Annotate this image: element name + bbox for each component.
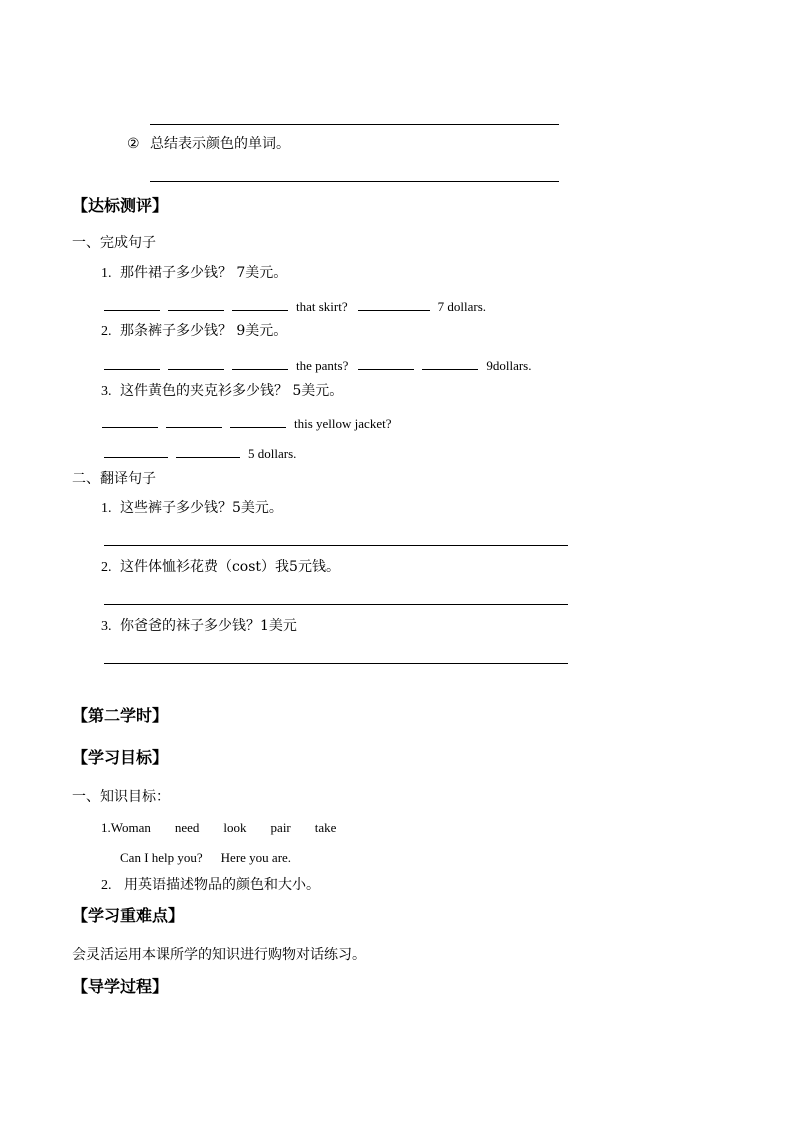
p2-item-2-question: 这件体恤衫花费（cost）我5元钱。 xyxy=(119,559,340,575)
answer-line-p2-3[interactable] xyxy=(104,663,568,664)
answer-line-p2-2[interactable] xyxy=(104,604,568,605)
p1-item-1-answer xyxy=(104,298,486,313)
blank[interactable] xyxy=(422,357,478,370)
p1-item-3 xyxy=(101,384,343,399)
answer-line-p2-1[interactable] xyxy=(104,545,568,546)
blank[interactable] xyxy=(166,415,222,428)
vocab-word: need xyxy=(174,820,200,835)
phrase: Can I help you? xyxy=(120,850,203,865)
p2-item-3 xyxy=(101,619,297,634)
p1-item-1-text-2: 7 dollars. xyxy=(437,299,487,314)
p1-item-3-question: 这件黄色的夹克衫多少钱？ 5美元。 xyxy=(119,383,344,399)
part2-title: 二、翻译句子 xyxy=(72,471,156,487)
blank[interactable] xyxy=(358,298,430,311)
vocab-word: Woman xyxy=(110,820,151,835)
p1-item-1 xyxy=(101,266,287,281)
blank[interactable] xyxy=(230,415,286,428)
step-2 xyxy=(127,137,290,151)
p2-item-3-number: 3. xyxy=(101,619,112,634)
vocab-word: look xyxy=(223,820,247,835)
blank[interactable] xyxy=(104,445,168,458)
vocab-word: take xyxy=(314,820,337,835)
p2-item-2-number: 2. xyxy=(101,560,112,575)
p2-item-1-number: 1. xyxy=(101,501,112,516)
part1-title: 一、完成句子 xyxy=(72,235,156,251)
p1-item-3-answer-b xyxy=(104,445,296,460)
p2-item-2 xyxy=(101,560,340,575)
p1-item-1-number: 1. xyxy=(101,266,112,281)
assessment-heading: 【达标测评】 xyxy=(72,196,169,215)
p1-item-2-text-2: 9dollars. xyxy=(486,358,532,373)
p1-item-2 xyxy=(101,324,287,339)
phrase: Here you are. xyxy=(220,850,292,865)
p1-item-3-number: 3. xyxy=(101,384,112,399)
key-points-heading: 【学习重难点】 xyxy=(72,906,185,925)
p2-item-1 xyxy=(101,501,283,516)
blank[interactable] xyxy=(176,445,240,458)
p2-item-1-question: 这些裤子多少钱？5美元。 xyxy=(119,500,283,516)
blank[interactable] xyxy=(168,357,224,370)
blank[interactable] xyxy=(358,357,414,370)
p1-item-1-question: 那件裙子多少钱？ 7美元。 xyxy=(119,265,288,281)
blank[interactable] xyxy=(168,298,224,311)
vocab-line xyxy=(101,821,336,834)
goal-2-number: 2. xyxy=(101,878,112,893)
blank[interactable] xyxy=(104,298,160,311)
vocab-number: 1. xyxy=(101,820,111,835)
vocab-word: pair xyxy=(270,820,291,835)
p1-item-2-text-1: the pants? xyxy=(296,358,349,373)
step-2-marker: ② xyxy=(127,136,140,152)
blank[interactable] xyxy=(232,298,288,311)
p1-item-2-answer xyxy=(104,357,531,372)
answer-line-step-2 xyxy=(150,181,559,182)
p1-item-3-text-1: this yellow jacket? xyxy=(294,416,392,431)
p1-item-3-answer-a xyxy=(102,415,391,430)
p1-item-1-text-1: that skirt? xyxy=(296,299,348,314)
blank[interactable] xyxy=(104,357,160,370)
p2-item-3-question: 你爸爸的袜子多少钱？1美元 xyxy=(119,618,297,634)
process-heading: 【导学过程】 xyxy=(72,977,169,996)
blank[interactable] xyxy=(102,415,158,428)
answer-line-top xyxy=(150,124,559,125)
p1-item-3-text-2: 5 dollars. xyxy=(248,446,297,461)
goals-heading: 【学习目标】 xyxy=(72,748,169,767)
goal-2-text: 用英语描述物品的颜色和大小。 xyxy=(123,877,320,893)
phrases-line xyxy=(120,851,291,864)
p1-item-2-question: 那条裤子多少钱？ 9美元。 xyxy=(119,323,288,339)
p1-item-2-number: 2. xyxy=(101,324,112,339)
goal-2 xyxy=(101,878,320,893)
key-points-text: 会灵活运用本课所学的知识进行购物对话练习。 xyxy=(72,947,366,963)
blank[interactable] xyxy=(232,357,288,370)
step-2-text: 总结表示颜色的单词。 xyxy=(150,136,291,152)
knowledge-title: 一、知识目标： xyxy=(72,789,170,805)
lesson2-heading: 【第二学时】 xyxy=(72,706,169,725)
